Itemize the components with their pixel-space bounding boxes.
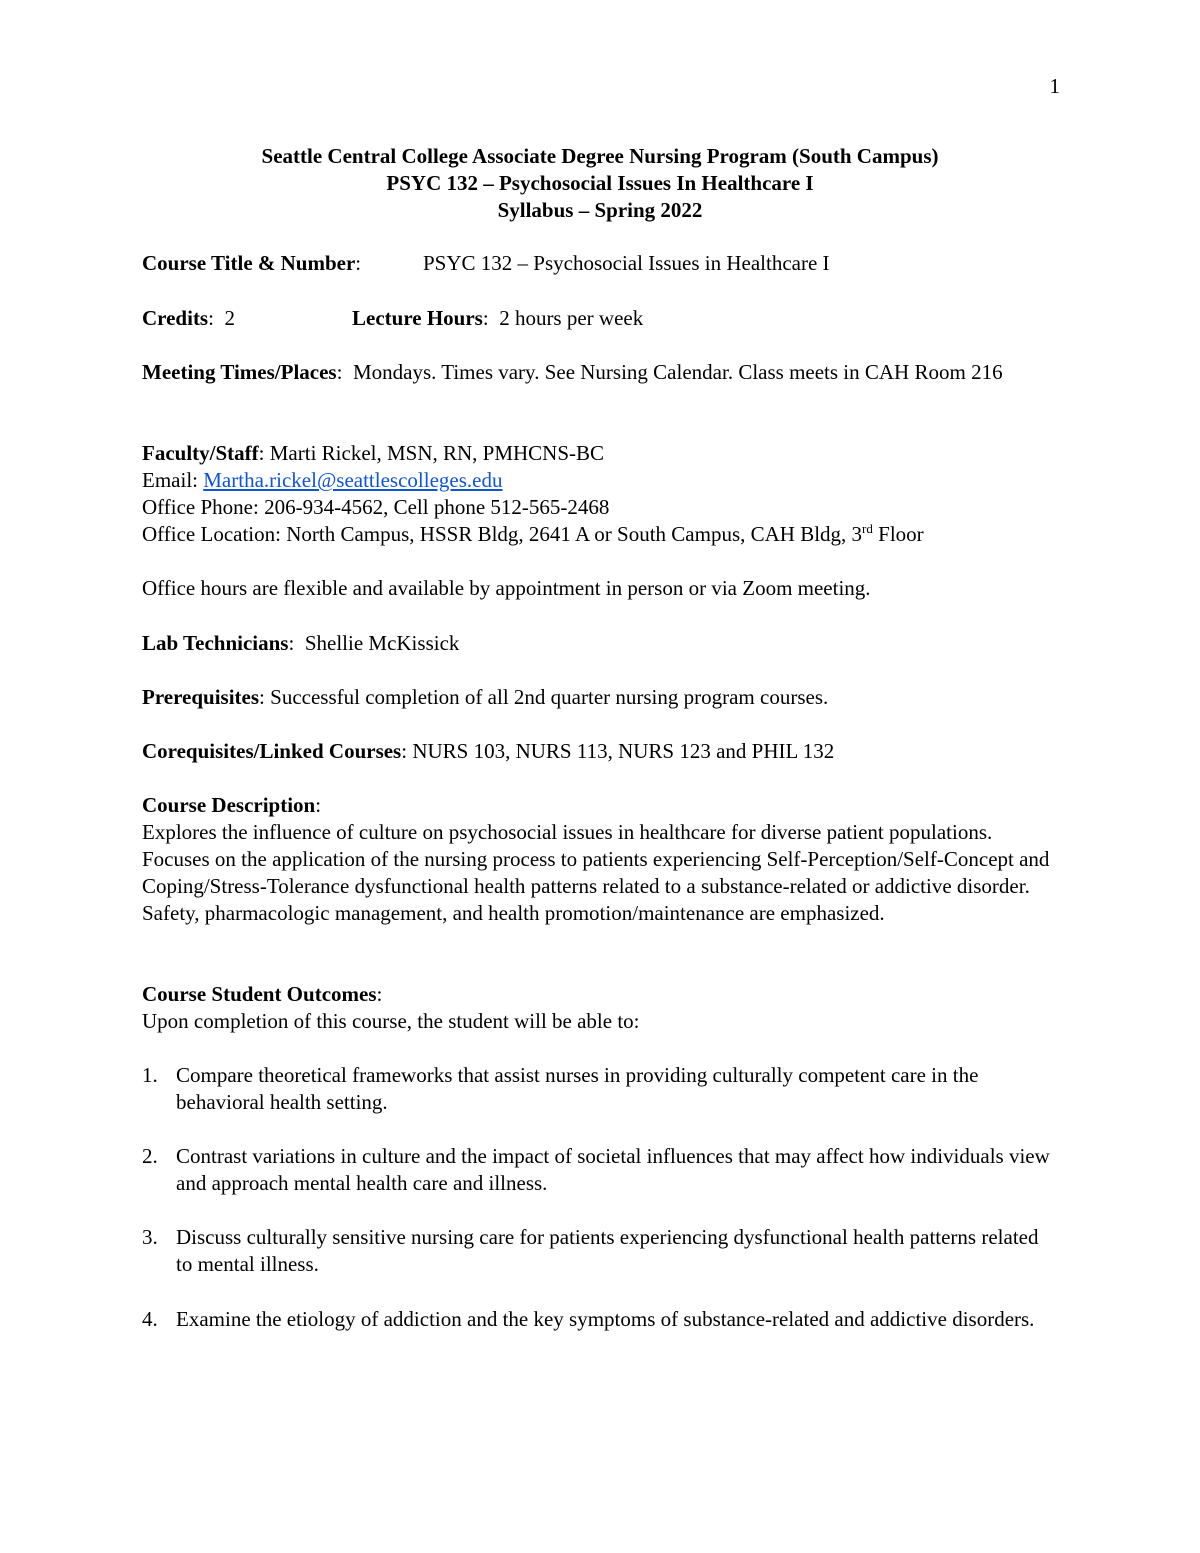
list-item-number: 4. <box>142 1307 158 1331</box>
faculty-value: Marti Rickel, MSN, RN, PMHCNS-BC <box>269 441 605 465</box>
prereq-value: Successful completion of all 2nd quarter nursing program courses. <box>270 685 829 709</box>
description-label: Course Description <box>142 793 316 817</box>
course-title-row: Course Title & Number: <box>142 251 362 275</box>
faculty-row: Faculty/Staff: Marti Rickel, MSN, RN, PMHCNS-BC <box>142 441 605 465</box>
office-hours: Office hours are flexible and available by appointment in person or via Zoom meeting. <box>142 576 871 600</box>
coreq-row: Corequisites/Linked Courses: NURS 103, NURS 113, NURS 123 and PHIL 132 <box>142 739 835 763</box>
meeting-row: Meeting Times/Places: Mondays. Times vary. See Nursing Calendar. Class meets in CAH Room 216 <box>142 360 1003 384</box>
description-heading: Course Description: <box>142 793 322 817</box>
office-location-sup: rd <box>862 521 873 536</box>
header-course: PSYC 132 – Psychosocial Issues In Healthcare I <box>386 171 814 195</box>
office-location <box>142 521 924 548</box>
prereq-row: Prerequisites: Successful completion of all 2nd quarter nursing program courses. <box>142 685 829 709</box>
meeting-label: Meeting Times/Places <box>142 360 337 384</box>
office-phone: Office Phone: 206-934-4562, Cell phone 512-565-2468 <box>142 495 610 519</box>
office-location-prefix: Office Location: North Campus, HSSR Bldg, 2641 A or South Campus, CAH Bldg, 3 <box>142 522 863 546</box>
lecture-hours-value: 2 hours per week <box>499 306 644 330</box>
outcomes-intro: Upon completion of this course, the student will be able to: <box>142 1009 640 1033</box>
lab-tech-label: Lab Technicians <box>142 631 289 655</box>
list-item-text: Contrast variations in culture and the impact of societal influences that may affect how individuals view and approach mental health care and illness. <box>176 1144 1050 1195</box>
lab-tech-value: Shellie McKissick <box>304 631 460 655</box>
description-text: Explores the influence of culture on psychosocial issues in healthcare for diverse patient populations. Focuses on the application of the nursing process to patients experiencing Self-Perception/Self-Concept and Coping/Stress-Tolerance dysfunctional health patterns related to a substance-related or addictive disorder. Safety, pharmacologic management, and health promotion/maintenance are emphasized. <box>142 820 1050 925</box>
email-label: Email: <box>142 468 204 492</box>
meeting-value: Mondays. Times vary. See Nursing Calendar. Class meets in CAH Room 216 <box>352 360 1003 384</box>
header-syllabus: Syllabus – Spring 2022 <box>497 198 703 222</box>
list-item-number: 2. <box>142 1144 158 1168</box>
outcomes-heading: Course Student Outcomes: <box>142 982 383 1006</box>
list-item-text: Discuss culturally sensitive nursing care for patients experiencing dysfunctional health patterns related to mental illness. <box>176 1225 1039 1276</box>
office-location-suffix: Floor <box>872 522 924 546</box>
coreq-label: Corequisites/Linked Courses <box>142 739 402 763</box>
email-row <box>142 467 502 494</box>
list-item-number: 3. <box>142 1225 158 1249</box>
coreq-value: NURS 103, NURS 113, NURS 123 and PHIL 132 <box>412 739 835 763</box>
list-item-text: Examine the etiology of addiction and the key symptoms of substance-related and addictive disorders. <box>176 1307 1035 1331</box>
lecture-hours-label: Lecture Hours <box>352 306 483 330</box>
email-link[interactable]: Martha.rickel@seattlescolleges.edu <box>203 468 503 492</box>
credits-row: Credits: 2 <box>142 306 235 330</box>
list-item-text: Compare theoretical frameworks that assist nurses in providing culturally competent care in the behavioral health setting. <box>176 1063 979 1114</box>
header-institution: Seattle Central College Associate Degree Nursing Program (South Campus) <box>261 144 939 168</box>
prereq-label: Prerequisites <box>142 685 260 709</box>
credits-label: Credits <box>142 306 209 330</box>
course-title-value: PSYC 132 – Psychosocial Issues in Healthcare I <box>423 251 830 275</box>
outcomes-label: Course Student Outcomes <box>142 982 377 1006</box>
lab-tech-row: Lab Technicians: Shellie McKissick <box>142 631 460 655</box>
credits-value: 2 <box>224 306 235 330</box>
lecture-hours-row: Lecture Hours: 2 hours per week <box>352 306 644 330</box>
page-number: 1 <box>1049 74 1060 98</box>
course-title-label: Course Title & Number <box>142 251 356 275</box>
list-item-number: 1. <box>142 1063 158 1087</box>
faculty-label: Faculty/Staff <box>142 441 259 465</box>
document-header <box>0 143 1200 224</box>
